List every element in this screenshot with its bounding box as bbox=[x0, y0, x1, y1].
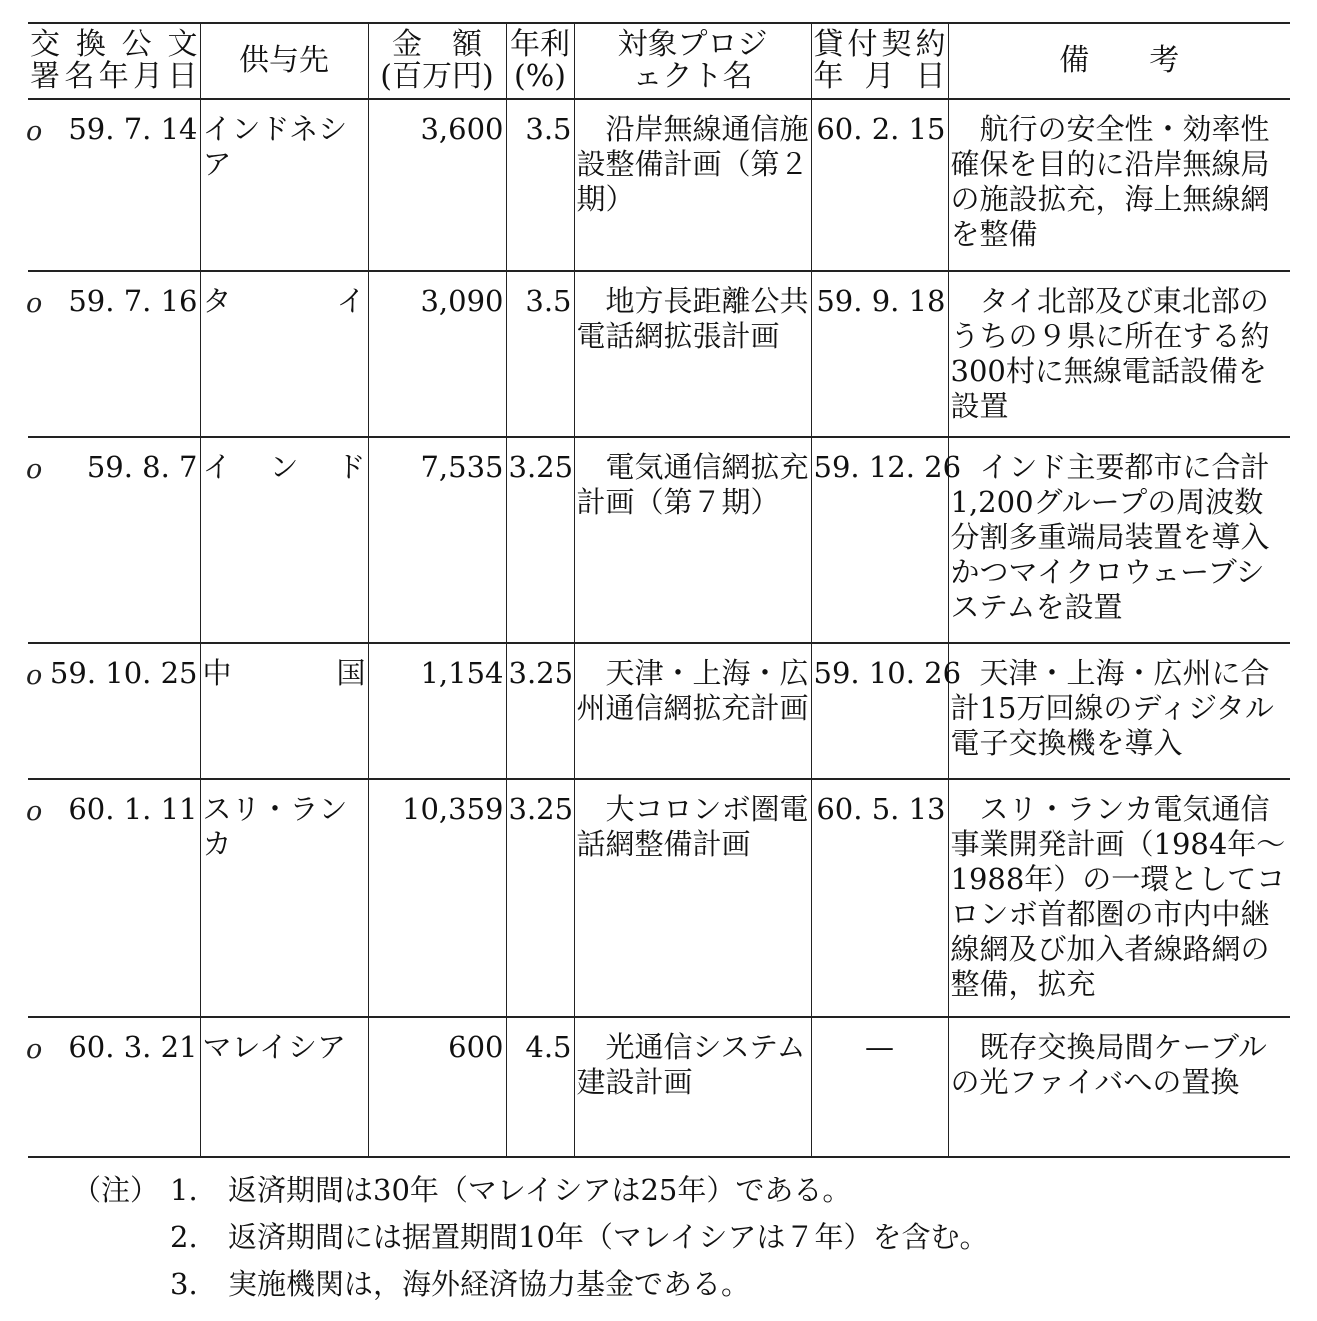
cell-amount: 7,535 bbox=[368, 437, 506, 643]
cell-remarks: インド主要都市に合計1,200グループの周波数分割多重端局装置を導入かつマイクロウェーブシステムを設置 bbox=[948, 437, 1290, 643]
cell-project: 天津・上海・広州通信網拡充計画 bbox=[574, 643, 811, 779]
cell-amount: 10,359 bbox=[368, 779, 506, 1017]
cell-sign-date: 60. 5. 13 bbox=[811, 779, 948, 1017]
header-sign-date: 貸付契約 年 月 日 bbox=[811, 23, 948, 99]
cell-remarks: 既存交換局間ケーブルの光ファイバへの置換 bbox=[948, 1017, 1290, 1157]
cell-rate: 3.5 bbox=[506, 271, 574, 437]
cell-rate: 3.25 bbox=[506, 437, 574, 643]
note-item bbox=[72, 1261, 988, 1308]
header-project: 対象プロジ ェクト名 bbox=[574, 23, 811, 99]
cell-recipient: マレイシア bbox=[200, 1017, 368, 1157]
cell-project: 電気通信網拡充計画（第７期） bbox=[574, 437, 811, 643]
cell-remarks: タイ北部及び東北部のうちの９県に所在する約300村に無線電話設備を設置 bbox=[948, 271, 1290, 437]
cell-amount: 600 bbox=[368, 1017, 506, 1157]
check-mark: o bbox=[26, 288, 43, 319]
cell-sign-date: 59. 12. 26 bbox=[811, 437, 948, 643]
cell-date: o 59. 7. 16 bbox=[28, 271, 200, 437]
cell-sign-date: 60. 2. 15 bbox=[811, 99, 948, 271]
check-mark: o bbox=[26, 1034, 43, 1065]
cell-recipient: イ ン ド bbox=[200, 437, 368, 643]
cell-project: 沿岸無線通信施設整備計画（第２期） bbox=[574, 99, 811, 271]
note-text: 返済期間は30年（マレイシアは25年）である。 bbox=[228, 1173, 852, 1207]
header-amount: 金 額 (百万円) bbox=[368, 23, 506, 99]
cell-rate: 3.5 bbox=[506, 99, 574, 271]
cell-recipient: 中 国 bbox=[200, 643, 368, 779]
header-date: 交換公文 署名年月日 bbox=[28, 23, 200, 99]
table-row bbox=[28, 271, 1290, 437]
note-item bbox=[72, 1214, 988, 1261]
cell-sign-date: — bbox=[811, 1017, 948, 1157]
cell-project: 光通信システム建設計画 bbox=[574, 1017, 811, 1157]
yen-loan-table bbox=[28, 22, 1290, 1158]
note-number: 1. bbox=[170, 1173, 198, 1207]
cell-recipient: スリ・ランカ bbox=[200, 779, 368, 1017]
cell-rate: 4.5 bbox=[506, 1017, 574, 1157]
note-number: 3. bbox=[170, 1267, 198, 1301]
cell-sign-date: 59. 10. 26 bbox=[811, 643, 948, 779]
table-row bbox=[28, 1017, 1290, 1157]
table-row bbox=[28, 779, 1290, 1017]
table-row bbox=[28, 643, 1290, 779]
cell-amount: 1,154 bbox=[368, 643, 506, 779]
table-row bbox=[28, 437, 1290, 643]
cell-amount: 3,600 bbox=[368, 99, 506, 271]
cell-remarks: 航行の安全性・効率性確保を目的に沿岸無線局の施設拡充，海上無線網を整備 bbox=[948, 99, 1290, 271]
cell-date: o 59. 8. 7 bbox=[28, 437, 200, 643]
cell-remarks: 天津・上海・広州に合計15万回線のディジタル電子交換機を導入 bbox=[948, 643, 1290, 779]
cell-date: o 59. 10. 25 bbox=[28, 643, 200, 779]
cell-rate: 3.25 bbox=[506, 779, 574, 1017]
header-recipient: 供与先 bbox=[200, 23, 368, 99]
table-notes bbox=[72, 1167, 988, 1308]
header-rate: 年利 (%) bbox=[506, 23, 574, 99]
check-mark: o bbox=[26, 116, 43, 147]
note-label: （注） bbox=[72, 1173, 160, 1207]
note-item bbox=[72, 1167, 988, 1214]
cell-amount: 3,090 bbox=[368, 271, 506, 437]
cell-recipient: インドネシア bbox=[200, 99, 368, 271]
header-remarks: 備 考 bbox=[948, 23, 1290, 99]
cell-remarks: スリ・ランカ電気通信事業開発計画（1984年～1988年）の一環としてコロンボ首都圏の市内中継線網及び加入者線路網の整備，拡充 bbox=[948, 779, 1290, 1017]
check-mark: o bbox=[26, 660, 43, 691]
cell-project: 大コロンボ圏電話網整備計画 bbox=[574, 779, 811, 1017]
table-row bbox=[28, 99, 1290, 271]
cell-date: o 59. 7. 14 bbox=[28, 99, 200, 271]
cell-date: o 60. 1. 11 bbox=[28, 779, 200, 1017]
cell-rate: 3.25 bbox=[506, 643, 574, 779]
cell-recipient: タ イ bbox=[200, 271, 368, 437]
cell-date: o 60. 3. 21 bbox=[28, 1017, 200, 1157]
cell-sign-date: 59. 9. 18 bbox=[811, 271, 948, 437]
note-number: 2. bbox=[170, 1220, 198, 1254]
note-text: 返済期間には据置期間10年（マレイシアは７年）を含む。 bbox=[228, 1220, 989, 1254]
cell-project: 地方長距離公共電話網拡張計画 bbox=[574, 271, 811, 437]
check-mark: o bbox=[26, 796, 43, 827]
table-header-row bbox=[28, 23, 1290, 99]
note-text: 実施機関は，海外経済協力基金である。 bbox=[228, 1267, 751, 1301]
check-mark: o bbox=[26, 454, 43, 485]
